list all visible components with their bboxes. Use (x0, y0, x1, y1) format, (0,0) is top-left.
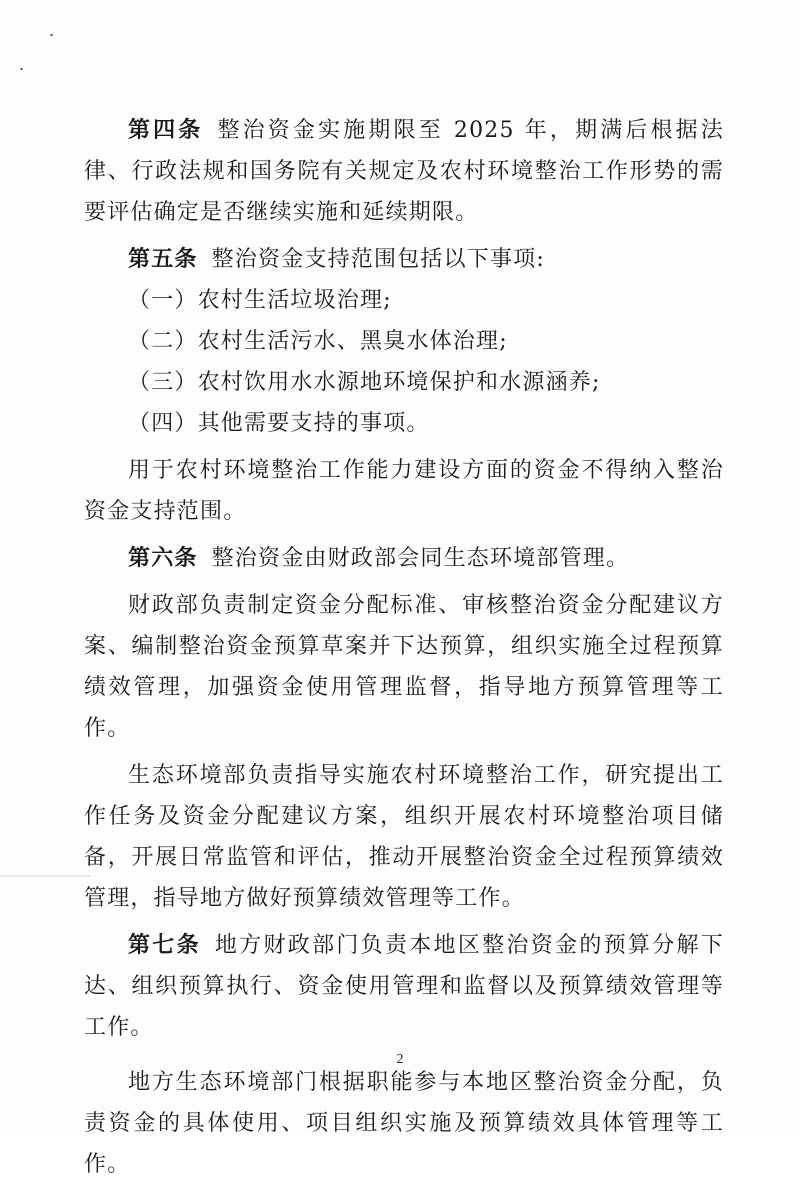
article-6 (84, 538, 724, 579)
article-6-para-2: 财政部负责制定资金分配标准、审核整治资金分配建议方案、编制整治资金预算草案并下达预算，组织实施全过程预算绩效管理，加强资金使用管理监督，指导地方预算管理等工作。 (84, 593, 724, 741)
article-5-item-4: （四）其他需要支持的事项。 (128, 411, 430, 436)
article-4-text: 整治资金实施期限至 2025 年，期满后根据法律、行政法规和国务院有关规定及农村环境整治工作形势的需要评估确定是否继续实施和延续期限。 (84, 118, 724, 225)
article-4 (84, 110, 724, 233)
article-5-item-1: （一）农村生活垃圾治理; (128, 288, 392, 313)
article-5 (84, 239, 724, 280)
article-7 (84, 925, 724, 1048)
article-7-para-2: 地方生态环境部门根据职能参与本地区整治资金分配，负责资金的具体使用、项目组织实施及预算绩效具体管理等工作。 (84, 1070, 724, 1177)
scan-artifact-line (0, 875, 90, 877)
article-7-text: 地方财政部门负责本地区整治资金的预算分解下达、组织预算执行、资金使用管理和监督以及预算绩效管理等工作。 (84, 933, 724, 1040)
article-7-label: 第七条 (128, 933, 201, 958)
article-5-text: 整治资金支持范围包括以下事项: (211, 247, 546, 272)
article-6-text: 整治资金由财政部会同生态环境部管理。 (211, 546, 630, 571)
article-6-label: 第六条 (128, 546, 198, 571)
article-6-para-3: 生态环境部负责指导实施农村环境整治工作，研究提出工作任务及资金分配建议方案，组织开展农村环境整治项目储备，开展日常监管和评估，推动开展整治资金全过程预算绩效管理，指导地方做好预算绩效管理等工作。 (84, 763, 724, 911)
page-number: 2 (396, 1052, 404, 1067)
article-5-label: 第五条 (128, 247, 198, 272)
article-5-item-2: （二）农村生活污水、黑臭水体治理; (128, 329, 508, 354)
article-5-item-3: （三）农村饮用水水源地环境保护和水源涵养; (128, 370, 601, 395)
article-5-note: 用于农村环境整治工作能力建设方面的资金不得纳入整治资金支持范围。 (84, 458, 724, 524)
scan-speck (50, 34, 53, 36)
document-body (84, 110, 724, 1185)
article-4-label: 第四条 (128, 118, 204, 143)
scan-speck (20, 68, 23, 70)
